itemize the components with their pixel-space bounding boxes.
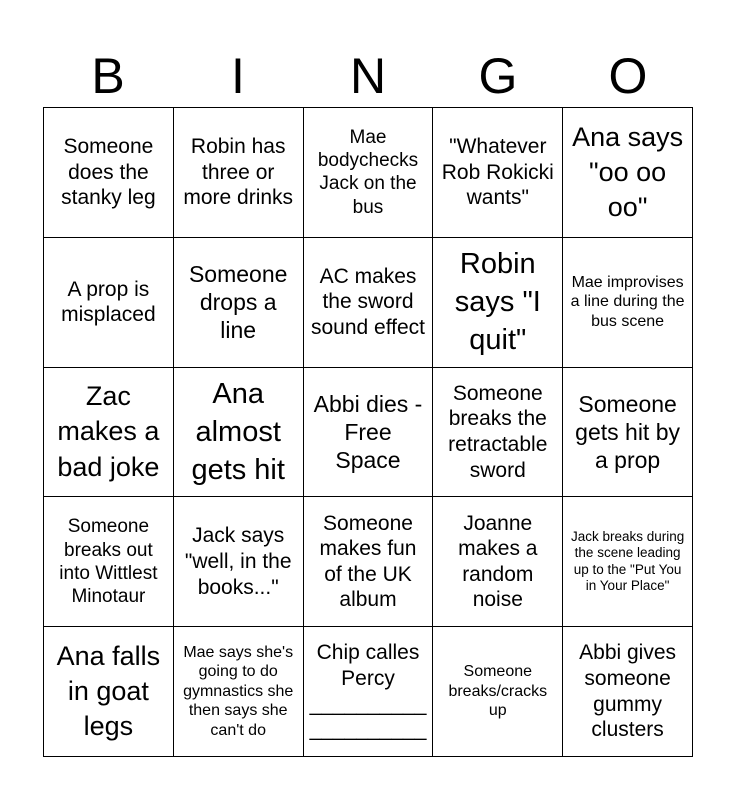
header-letter-g: G xyxy=(478,48,518,104)
bingo-cell-r4c3[interactable]: Someone makes fun of the UK album xyxy=(304,497,434,627)
bingo-cell-r3c3[interactable]: Abbi dies - Free Space xyxy=(304,368,434,498)
bingo-cell-r1c4[interactable]: "Whatever Rob Rokicki wants" xyxy=(433,108,563,238)
bingo-cell-r1c3[interactable]: Mae bodychecks Jack on the bus xyxy=(304,108,434,238)
bingo-header xyxy=(43,44,693,108)
bingo-cell-r3c4[interactable]: Someone breaks the retractable sword xyxy=(433,368,563,498)
bingo-cell-r4c1[interactable]: Someone breaks out into Wittlest Minotaur xyxy=(44,497,174,627)
bingo-cell-r4c4[interactable]: Joanne makes a random noise xyxy=(433,497,563,627)
bingo-cell-r2c2[interactable]: Someone drops a line xyxy=(174,238,304,368)
bingo-cell-r4c2[interactable]: Jack says "well, in the books..." xyxy=(174,497,304,627)
header-letter-i: I xyxy=(231,48,245,104)
bingo-cell-r3c1[interactable]: Zac makes a bad joke xyxy=(44,368,174,498)
bingo-cell-r5c2[interactable]: Mae says she's going to do gymnastics she then says she can't do xyxy=(174,627,304,757)
bingo-cell-r5c5[interactable]: Abbi gives someone gummy clusters xyxy=(563,627,693,757)
bingo-cell-r2c4[interactable]: Robin says "I quit" xyxy=(433,238,563,368)
bingo-cell-r3c2[interactable]: Ana almost gets hit xyxy=(174,368,304,498)
bingo-cell-r5c1[interactable]: Ana falls in goat legs xyxy=(44,627,174,757)
bingo-cell-r4c5[interactable]: Jack breaks during the scene leading up to the "Put You in Your Place" xyxy=(563,497,693,627)
bingo-cell-r3c5[interactable]: Someone gets hit by a prop xyxy=(563,368,693,498)
bingo-card-grid xyxy=(43,107,693,757)
bingo-cell-r2c5[interactable]: Mae improvises a line during the bus scene xyxy=(563,238,693,368)
header-letter-n: N xyxy=(349,48,387,104)
header-letter-b: B xyxy=(91,48,125,104)
header-letter-o: O xyxy=(608,48,648,104)
bingo-cell-r2c3[interactable]: AC makes the sword sound effect xyxy=(304,238,434,368)
bingo-cell-r5c4[interactable]: Someone breaks/cracks up xyxy=(433,627,563,757)
bingo-cell-r5c3[interactable]: Chip calles Percy __________ __________ xyxy=(304,627,434,757)
bingo-cell-r1c1[interactable]: Someone does the stanky leg xyxy=(44,108,174,238)
bingo-cell-r1c2[interactable]: Robin has three or more drinks xyxy=(174,108,304,238)
bingo-cell-r1c5[interactable]: Ana says "oo oo oo" xyxy=(563,108,693,238)
bingo-cell-r2c1[interactable]: A prop is misplaced xyxy=(44,238,174,368)
